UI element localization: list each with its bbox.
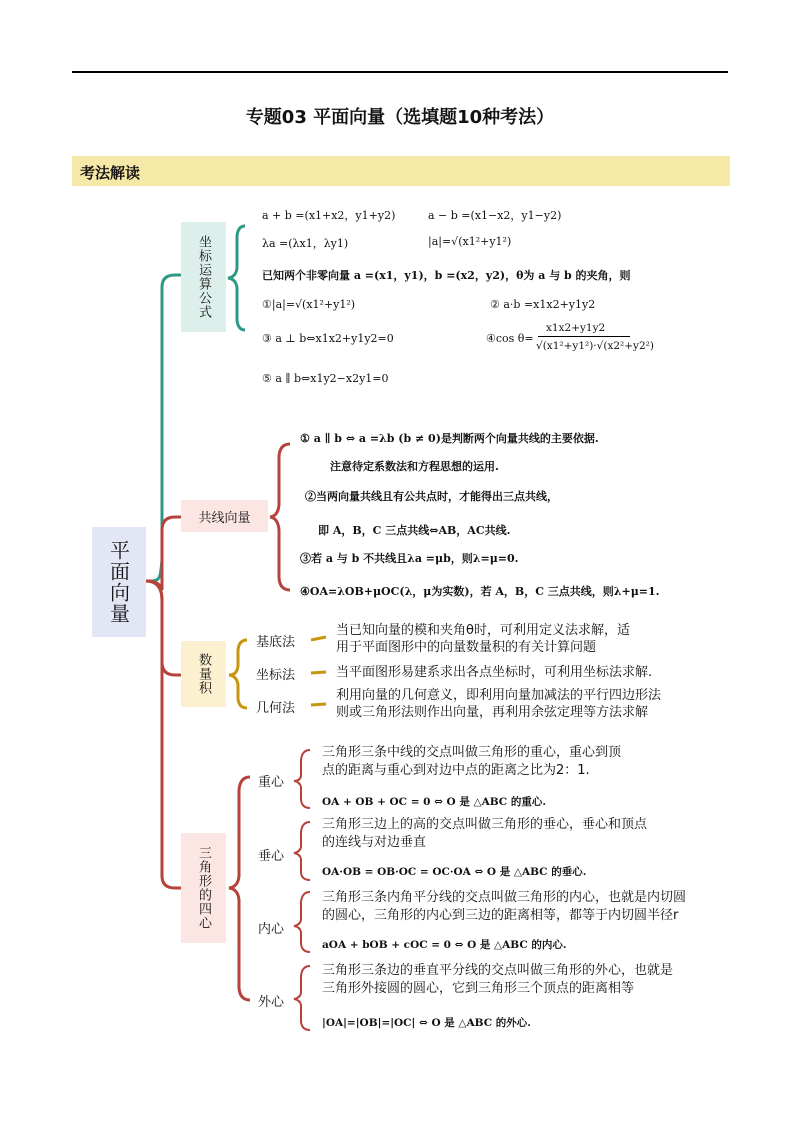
center-circumcenter-desc-1: 三角形三条边的垂直平分线的交点叫做三角形的外心，也就是 <box>322 963 674 978</box>
dot-brace <box>229 640 247 708</box>
center-centroid-desc-2: 点的距离与重心到对边中点的距离之比为2：1. <box>322 763 590 778</box>
branch-dot-product <box>181 641 226 707</box>
collinear-line-3: ②当两向量共线且有公共点时，才能得出三点共线， <box>305 490 558 503</box>
center-incenter-formula: aOA + bOB + cOC = 0 ⇔ O 是 △ABC 的内心. <box>322 939 567 951</box>
dot-dash-3 <box>311 704 326 705</box>
formula-1: ①|a|=√(x1²+y1²) <box>262 298 356 311</box>
dot-item-basis-desc-1: 当已知向量的模和夹角θ时，可利用定义法求解，适 <box>336 623 630 638</box>
page-title: 专题03 平面向量（选填题10种考法） <box>245 107 555 128</box>
formula-add: a + b =(x1+x2，y1+y2) <box>262 209 396 222</box>
collinear-link <box>146 517 181 590</box>
formula-4: ④cos θ= <box>486 332 534 345</box>
collinear-line-2: 注意待定系数法和方程思想的运用. <box>330 460 499 473</box>
formula-4-numerator: x1x2+y1y2 <box>546 322 606 334</box>
collinear-line-6: ④OA=λOB+μOC(λ，μ为实数)，若 A，B，C 三点共线，则λ+μ=1. <box>300 585 660 598</box>
dot-dash-2 <box>311 672 326 673</box>
branch-dot-product-label: 数量积 <box>196 653 211 695</box>
formula-sub: a − b =(x1−x2，y1−y2) <box>428 209 562 222</box>
center-circumcenter-formula: |OA|=|OB|=|OC| ⇔ O 是 △ABC 的外心. <box>322 1017 531 1029</box>
incenter-brace <box>294 892 310 952</box>
orthocenter-brace <box>294 822 310 880</box>
center-circumcenter-desc-2: 三角形外接圆的圆心，它到三角形三个顶点的距离相等 <box>322 981 635 996</box>
branch-coordinate <box>181 222 226 332</box>
dot-item-geometric: 几何法 <box>256 701 296 716</box>
center-orthocenter-desc-1: 三角形三边上的高的交点叫做三角形的垂心，垂心和顶点 <box>322 817 648 832</box>
center-orthocenter-desc-2: 的连线与对边垂直 <box>322 835 427 850</box>
center-circumcenter: 外心 <box>258 995 285 1010</box>
center-centroid: 重心 <box>258 775 285 790</box>
collinear-brace <box>270 444 290 590</box>
branch-centers <box>181 833 226 943</box>
centers-brace <box>229 777 250 1000</box>
dot-item-geometric-desc-2: 则或三角形法则作出向量，再利用余弦定理等方法求解 <box>336 705 649 720</box>
collinear-line-4: 即 A，B，C 三点共线⇔AB，AC共线. <box>318 524 511 537</box>
collinear-line-1: ① a ∥ b ⇔ a =λb (b ≠ 0)是判断两个向量共线的主要依据. <box>300 432 599 445</box>
branch-collinear <box>181 500 268 532</box>
dot-item-coordinate-desc: 当平面图形易建系求出各点坐标时，可利用坐标法求解. <box>336 665 653 680</box>
center-centroid-desc-1: 三角形三条中线的交点叫做三角形的重心，重心到顶 <box>322 745 622 760</box>
dot-item-coordinate: 坐标法 <box>256 668 296 683</box>
center-orthocenter-formula: OA·OB = OB·OC = OC·OA ⇔ O 是 △ABC 的垂心. <box>322 866 587 878</box>
formula-scale: λa =(λx1，λy1) <box>262 237 349 250</box>
branch-centers-label: 三角形的四心 <box>196 846 211 930</box>
branch-collinear-label: 共线向量 <box>198 510 251 526</box>
formula-2: ② a·b =x1x2+y1y2 <box>490 298 596 311</box>
root-node <box>92 527 146 637</box>
formula-3: ③ a ⊥ b⇔x1x2+y1y2=0 <box>262 332 394 345</box>
centroid-brace <box>294 750 310 808</box>
formula-magnitude: |a|=√(x1²+y1²) <box>428 235 512 248</box>
centers-link <box>146 581 181 888</box>
circumcenter-brace <box>294 966 310 1030</box>
formula-4-denominator: √(x1²+y1²)·√(x2²+y2²) <box>536 340 654 352</box>
root-to-coord-line <box>146 560 162 581</box>
dot-item-geometric-desc-1: 利用向量的几何意义，即利用向量加减法的平行四边形法 <box>336 688 662 703</box>
formula-5: ⑤ a ∥ b⇔x1y2−x2y1=0 <box>262 372 389 385</box>
center-incenter: 内心 <box>258 922 285 937</box>
center-incenter-desc-2: 的圆心，三角形的内心到三边的距离相等，都等于内切圆半径r <box>322 908 679 923</box>
center-orthocenter: 垂心 <box>258 849 285 864</box>
section-label: 考法解读 <box>80 164 141 182</box>
dot-dash-1 <box>311 637 326 640</box>
dot-item-basis-desc-2: 用于平面图形中的向量数量积的有关计算问题 <box>336 640 597 655</box>
collinear-line-5: ③若 a 与 b 不共线且λa =μb，则λ=μ=0. <box>300 552 519 565</box>
center-incenter-desc-1: 三角形三条内角平分线的交点叫做三角形的内心，也就是内切圆 <box>322 890 687 905</box>
fraction-bar <box>538 336 630 337</box>
root-label: 平面向量 <box>106 540 131 624</box>
center-centroid-formula: OA + OB + OC = 0 ⇔ O 是 △ABC 的重心. <box>322 796 546 808</box>
branch-coordinate-label: 坐标运算公式 <box>196 235 211 319</box>
coord-brace <box>228 226 245 330</box>
formula-given: 已知两个非零向量 a =(x1，y1)，b =(x2，y2)，θ为 a 与 b 的夹角，则 <box>262 269 631 282</box>
dot-item-basis: 基底法 <box>256 635 296 650</box>
